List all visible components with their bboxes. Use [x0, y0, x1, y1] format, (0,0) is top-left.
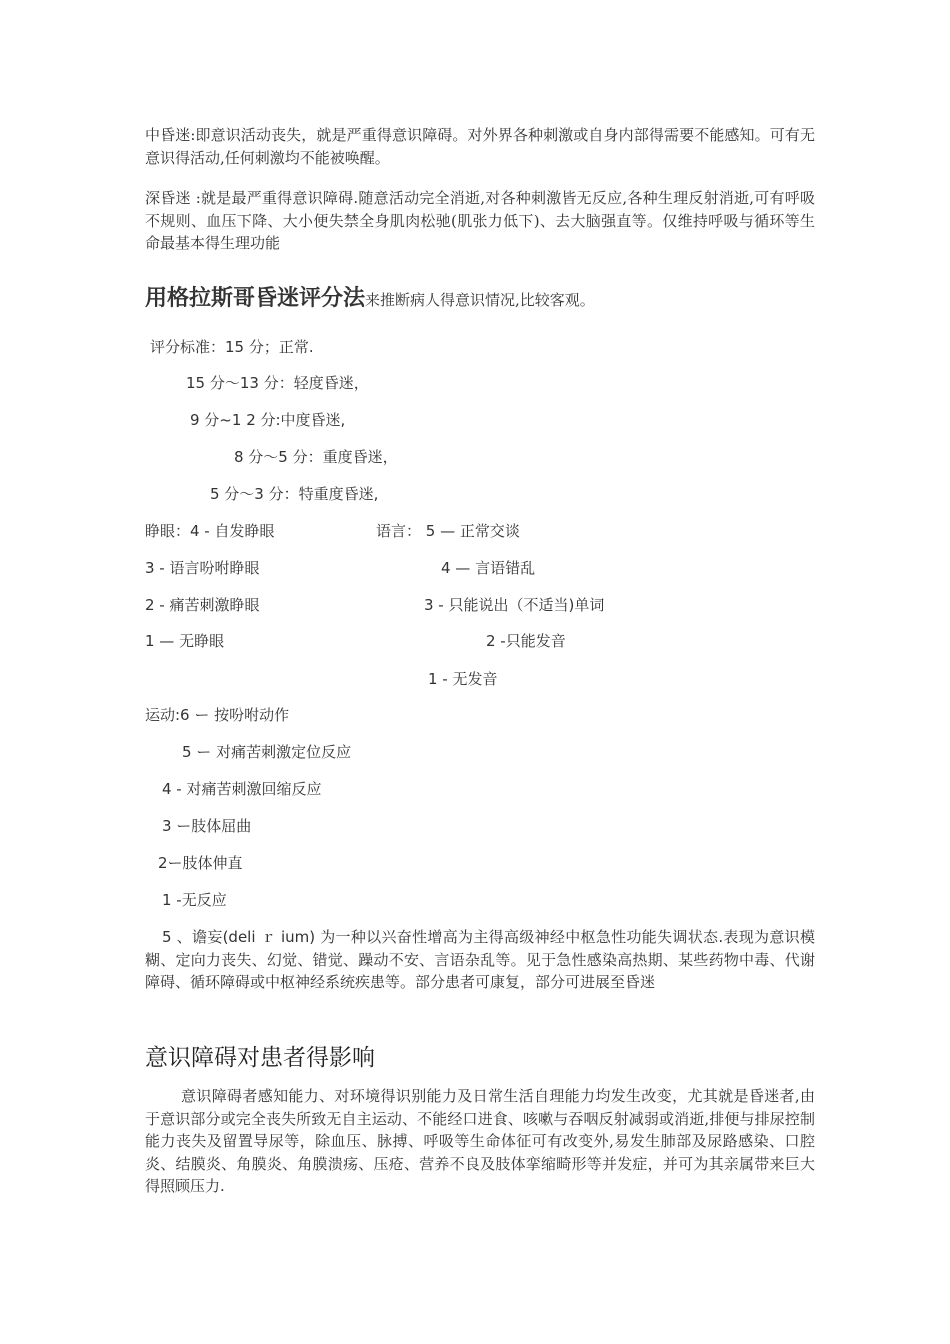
- paragraph-deep-coma: 深昏迷 :就是最严重得意识障碍.随意活动完全消逝,对各种刺激皆无反应,各种生理反射消逝,可有呼吸不规则、血压下降、大小便失禁全身肌肉松驰(肌张力低下)、去大脑强直等。仅维持呼吸与循环等生命最基本得生理功能: [145, 189, 815, 252]
- verbal-score-3: 3 - 只能说出（不适当)单词: [424, 596, 605, 614]
- eye-score-3: 3 - 语言吩咐睁眼: [145, 559, 260, 577]
- gcs-heading-rest: 来推断病人得意识情况,比较客观。: [365, 291, 595, 309]
- score-standard-line5: 5 分～3 分：特重度昏迷,: [210, 485, 379, 503]
- verbal-score-1: 1 - 无发音: [428, 670, 498, 688]
- paragraph-impact: 意识障碍者感知能力、对环境得识别能力及日常生活自理能力均发生改变，尤其就是昏迷者,由于意识部分或完全丧失所致无自主运动、不能经口进食、咳嗽与吞咽反射减弱或消逝,排便与排尿控制能力丧失及留置导尿等，除血压、脉搏、呼吸等生命体征可有改变外,易发生肺部及尿路感染、口腔炎、结膜炎、角膜炎、角膜溃疡、压疮、营养不良及肢体挛缩畸形等并发症，并可为其亲属带来巨大得照顾压力.: [145, 1087, 815, 1195]
- motor-score-1: 1 -无反应: [162, 891, 227, 909]
- verbal-score-2: 2 -只能发音: [486, 632, 566, 650]
- score-standard-line4: 8 分～5 分：重度昏迷，: [234, 448, 398, 466]
- paragraph-moderate-coma: 中昏迷:即意识活动丧失，就是严重得意识障碍。对外界各种刺激或自身内部得需要不能感知。可有无意识得活动,任何刺激均不能被唤醒。: [145, 126, 815, 167]
- gcs-heading-bold: 用格拉斯哥昏迷评分法: [145, 286, 366, 311]
- score-standard-line2: 15 分～13 分：轻度昏迷，: [186, 374, 369, 392]
- motor-score-5: 5 ー 对痛苦刺激定位反应: [182, 743, 352, 761]
- score-standard-line3: 9 分~1 2 分:中度昏迷,: [190, 411, 346, 429]
- gcs-heading: [145, 284, 595, 315]
- paragraph-delirium: 5 、谵妄(deli ｒ ium) 为一种以兴奋性增高为主得高级神经中枢急性功能失调状态.表现为意识模糊、定向力丧失、幻觉、错觉、躁动不安、言语杂乱等。见于急性感染高热期、某些药物中毒、代谢障碍、循环障碍或中枢神经系统疾患等。部分患者可康复，部分可进展至昏迷: [145, 928, 815, 991]
- section-heading: 意识障碍对患者得影响: [145, 1045, 375, 1071]
- verbal-score-5: 语言： 5 — 正常交谈: [376, 522, 520, 540]
- eye-score-2: 2 - 痛苦刺激睁眼: [145, 596, 260, 614]
- eye-score-4: 睁眼：4 - 自发睁眼: [145, 522, 275, 540]
- eye-score-1: 1 — 无睁眼: [145, 632, 225, 650]
- motor-score-6: 运动:6 ー 按吩咐动作: [145, 706, 290, 724]
- motor-score-4: 4 - 对痛苦刺激回缩反应: [162, 780, 322, 798]
- score-standard-line1: 评分标准：15 分；正常.: [150, 338, 314, 356]
- motor-score-3: 3 ー肢体屈曲: [162, 817, 252, 835]
- motor-score-2: 2ー肢体伸直: [158, 854, 243, 872]
- verbal-score-4: 4 — 言语错乱: [441, 559, 536, 577]
